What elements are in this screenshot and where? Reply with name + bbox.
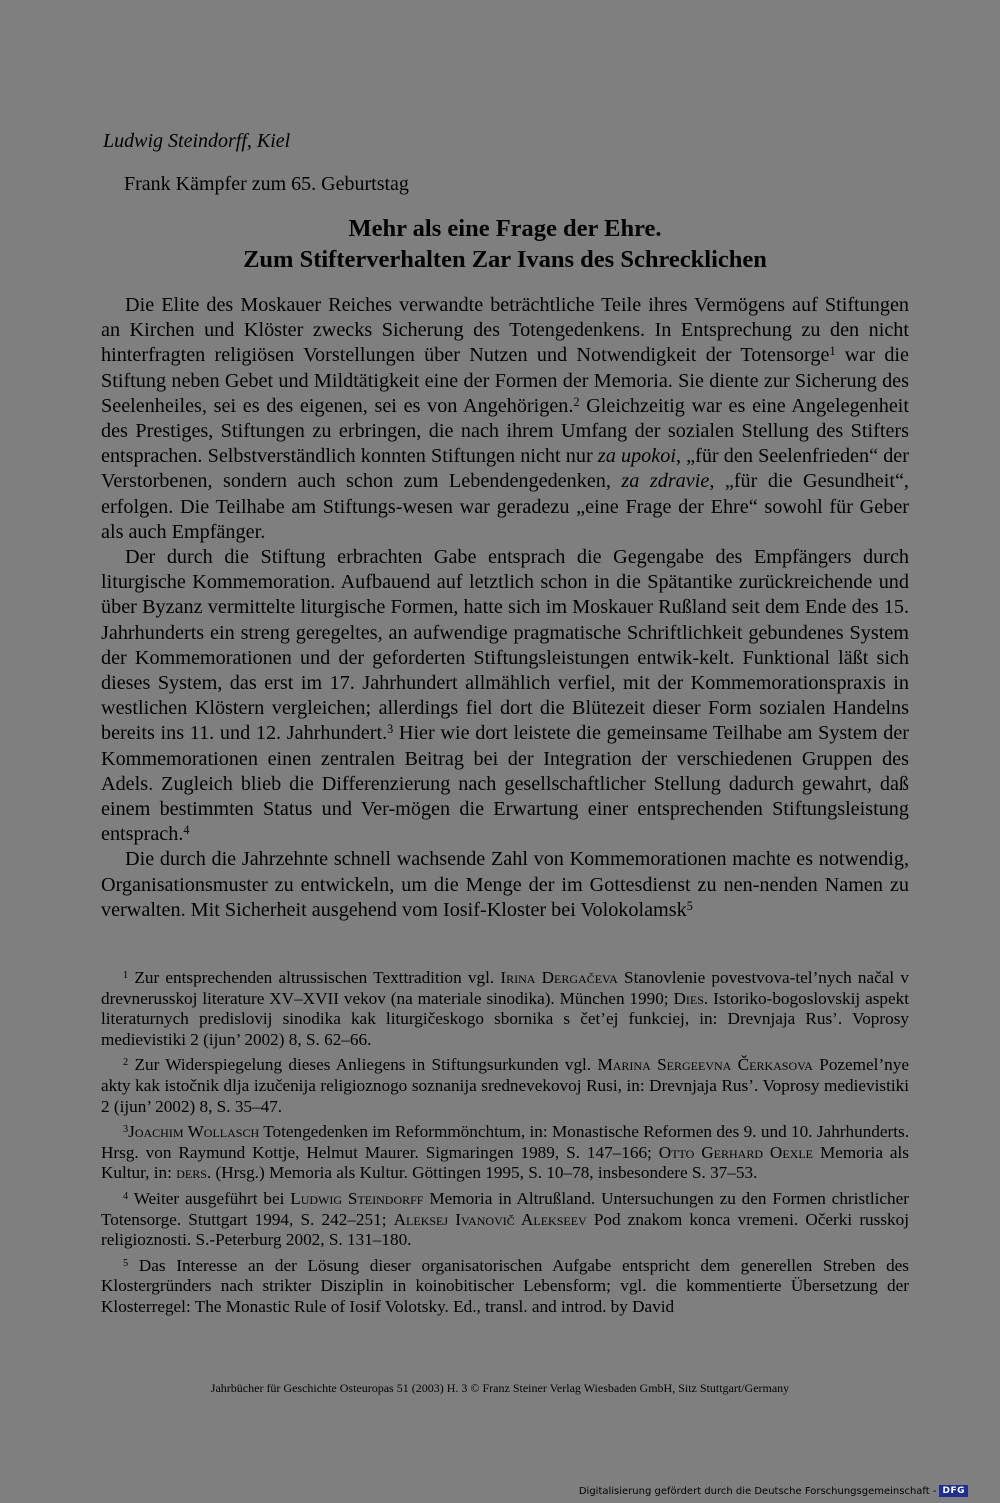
footnote-ref: 5 (686, 898, 693, 913)
footnotes (101, 968, 909, 1323)
dfg-logo: DFG (939, 1485, 968, 1497)
paragraph-1: Die Elite des Moskauer Reiches verwandte beträchtliche Teile ihres Vermögens auf Stiftungen an Kirchen und Klöster zwecks Sicherung des Totengedenkens. In Entsprechung zu den nicht hinterfragten religiösen Vorstellungen über Nutzen und Notwendigkeit der Totensorge$^1$ war die Stiftung neben Gebet und Mildtätigkeit eine der Formen der Memoria. Sie diente zur Sicherung des Seelenheiles, sei es des eigenen, sei es von Angehörigen.$^2$ Gleichzeitig war es eine Angelegenheit des Prestiges, Stiftungen zu erbringen, die nach ihrem Umfang der sozialen Stellung des Stifters entsprachen. Selbstverständlich konnten Stiftungen nicht nur za upokoi, „für den Seelenfrieden“ der Verstorbenen, sondern auch schon zum Lebendengedenken, za zdravie, „für die Gesundheit“, erfolgen. Die Teilhabe am Stiftungs-wesen war geradezu „eine Frage der Ehre“ sowohl für Geber als auch Empfänger. (101, 294, 909, 543)
digitization-note (579, 1485, 968, 1497)
footnote-ref: 4 (183, 823, 190, 838)
footnote-ref: 3 (387, 722, 394, 737)
footnote-ref: 1 (829, 344, 836, 359)
footnote-3: $^3$Joachim Wollasch Totengedenken im Reformmönchtum, in: Monastische Reformen des 9. und 10. Jahrhunderts. Hrsg. von Raymund Kottje, Helmut Maurer. Sigmaringen 1989, S. 147–166; Otto Gerhard Oexle Memoria als Kultur, in: ders. (Hrsg.) Memoria als Kultur. Göttingen 1995, S. 10–78, insbesondere S. 37–53. (101, 1122, 909, 1183)
footnote-4: $^4$ Weiter ausgeführt bei Ludwig Steindorff Memoria in Altrußland. Untersuchungen zu den Formen christlicher Totensorge. Stuttgart 1994, S. 242–251; Aleksej Ivanovič Alekseev Pod znakom konca vremeni. Očerki russkoj religioznosti. S.-Peterburg 2002, S. 131–180. (101, 1188, 909, 1250)
body-text (101, 293, 909, 923)
footnote-2: $^2$ Zur Widerspiegelung dieses Anliegens in Stiftungsurkunden vgl. Marina Sergeevna Čerkasova Pozemel’nye akty kak istočnik dlja izučenija religioznogo soznanija srednevekovoj Rusi, in: Drevnjaja Rus’. Voprosy medievistiki 2 (ijun’ 2002) 8, S. 35–47. (101, 1055, 909, 1116)
footnote-5: $^5$ Das Interesse an der Lösung dieser organisatorischen Aufgabe entspricht dem generellen Streben des Klostergründers nach strikter Disziplin in koinobitischer Lebensform; vgl. die kommentierte Übersetzung der Klosterregel: The Monastic Rule of Iosif Volotsky. Ed., transl. and introd. by David (101, 1255, 909, 1316)
title-line-2: Zum Stifterverhalten Zar Ivans des Schrecklichen (243, 246, 767, 273)
dedication: Frank Kämpfer zum 65. Geburtstag (124, 173, 409, 195)
title-line-1: Mehr als eine Frage der Ehre. (348, 215, 662, 242)
author-line: Ludwig Steindorff, Kiel (103, 130, 291, 152)
footnote-1: $^1$ Zur entsprechenden altrussischen Texttradition vgl. Irina Dergačeva Stanovlenie povestvova-tel’nych načal v drevnerusskoj literature XV–XVII vekov (na materiale sinodika). München 1990; Dies. Istoriko-bogoslovskij aspekt literaturnych predislovij sinodika kak liturgičeskogo sbornika s čet’ej funkciej, in: Drevnjaja Rus’. Voprosy medievistiki 2 (ijun’ 2002) 8, S. 62–66. (101, 968, 909, 1049)
paragraph-2: Der durch die Stiftung erbrachten Gabe entsprach die Gegengabe des Empfängers durch liturgische Kommemoration. Aufbauend auf letztlich schon in die Spätantike zurückreichende und über Byzanz vermittelte liturgische Formen, hatte sich im Moskauer Rußland seit dem Ende des 15. Jahrhunderts ein streng geregeltes, an aufwendige pragmatische Schriftlichkeit gebundenes System der Kommemorationen und der geforderten Stiftungsleistungen entwik-kelt. Funktional läßt sich dieses System, das erst im 17. Jahrhundert allmählich verfiel, mit der Kommemorationspraxis in westlichen Klöstern vergleichen; allerdings fiel dort die Blütezeit dieser Form sozialen Handelns bereits ins 11. und 12. Jahrhundert.$^3$ Hier wie dort leistete die gemeinsame Teilhabe am System der Kommemorationen einen zentralen Beitrag bei der Integration der verschiedenen Gruppen des Adels. Zugleich blieb die Differenzierung nach gesellschaftlicher Stellung dadurch gewahrt, daß einem bestimmten Status und Ver-mögen die Erwartung einer entsprechenden Stiftungsleistung entsprach.$^4$ (101, 546, 909, 846)
footnote-ref: 2 (573, 394, 580, 409)
journal-imprint: Jahrbücher für Geschichte Osteuropas 51 (2003) H. 3 © Franz Steiner Verlag Wiesbaden GmbH, Sitz Stuttgart/Germany (210, 1381, 790, 1395)
paragraph-3: Die durch die Jahrzehnte schnell wachsende Zahl von Kommemorationen machte es notwendig, Organisationsmuster zu entwickeln, um die Menge der im Gottesdienst zu nen-nenden Namen zu verwalten. Mit Sicherheit ausgehend vom Iosif-Kloster bei Volokolamsk$^5$ (101, 848, 909, 921)
article-title (100, 213, 910, 275)
digitization-note-text: Digitalisierung gefördert durch die Deutsche Forschungsgemeinschaft - (578, 1485, 937, 1497)
